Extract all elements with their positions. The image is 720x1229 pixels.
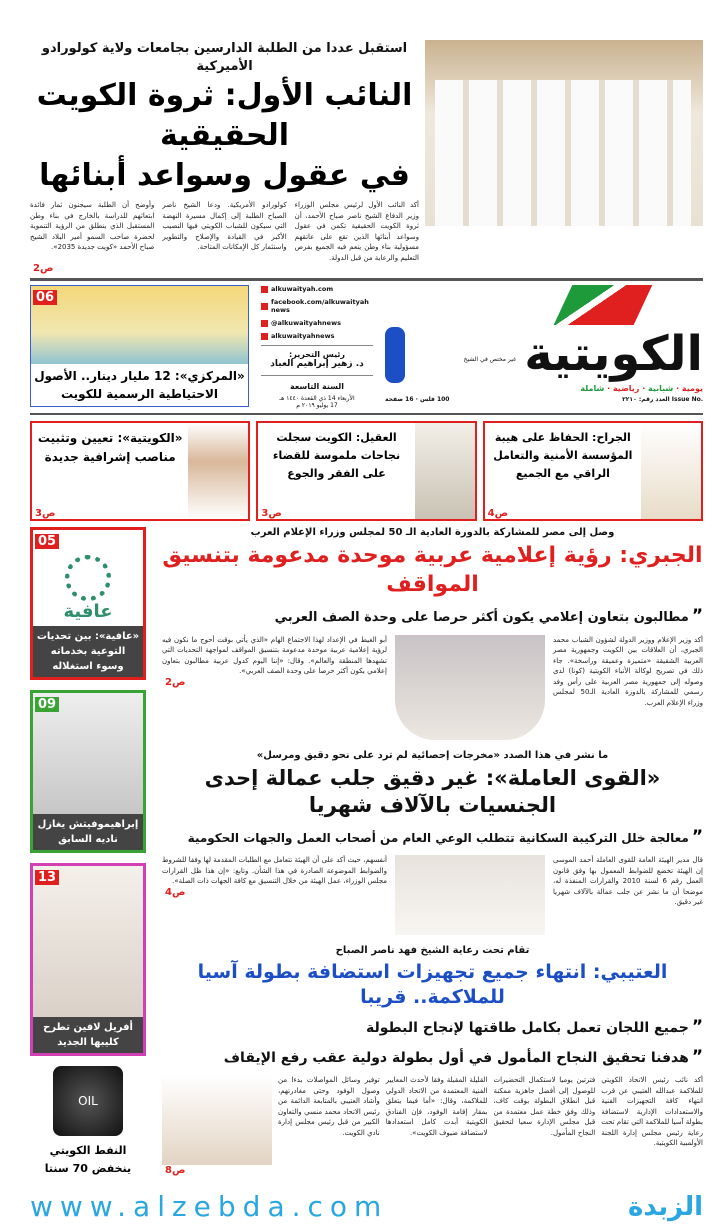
footer-url[interactable]: www.alzebda.com: [30, 1190, 389, 1224]
page-ref: ص3: [35, 508, 56, 519]
side-title: النفط الكويتي ينخفض 70 سنتا: [44, 1144, 132, 1175]
masthead-logo: [385, 285, 703, 405]
teaser-0[interactable]: [483, 421, 703, 521]
quote-icon: ”: [691, 826, 703, 847]
headline-line: في عقول وسواعد أبنائها: [39, 158, 410, 193]
page-badge: 06: [33, 290, 57, 305]
tagline-item: شبابية: [648, 384, 674, 393]
subhead-text: مطالبون بتعاون إعلامي يكون أكثر حرصا على وحدة الصف العربي: [274, 610, 689, 626]
story2-kicker: ما نشر في هذا الصدد «مخرجات إحصائية لم ترد على نحو دقيق ومرسل»: [256, 749, 609, 761]
side-promo-13[interactable]: [30, 863, 146, 1056]
side-promo-oil[interactable]: [30, 1066, 146, 1178]
masthead-info: [261, 285, 373, 409]
logo-text: الكويتية: [524, 326, 703, 382]
story3-photo: [162, 1075, 272, 1165]
side-column: [30, 527, 146, 1178]
story1-body: أكد وزير الإعلام ووزير الدولة لشؤون الشباب محمد الجبري، أن العلاقات بين الكويت وجمهورية مصر العربية الشقيقة «متميزة وعميقة وراسخة». جاء ذلك في تصريح لوكالة الأنباء الكويتية (كونا) لدى وصوله إلى جمهورية مصر العربية على رأس وفد رسمي للمشاركة بالدورة العادية الـ50 لمجلس وزراء الإعلام العرب.: [553, 635, 704, 707]
side-title: أفريل لافين تطرح كليبها الجديد: [33, 1017, 143, 1053]
headline-line: النائب الأول: ثروة الكويت الحقيقية: [36, 78, 413, 153]
story1-subhead: [162, 605, 703, 629]
portrait-photo: [641, 423, 701, 519]
top-story-body: وأوضح أن الطلبة سيجنون ثمار فائدة ابتعاثهم للدراسة بالخارج في بناء وطن المستقبل الذي ينطلق من الرؤية التنموية لحضرة صاحب السمو أمير البلاد الشيخ صباح الأحمد «كويت جديدة 2035».: [30, 201, 155, 251]
tagline: يومية · شبابية · رياضية · شاملة: [580, 384, 703, 393]
page-ref: ص3: [261, 508, 282, 519]
footballer-figure-icon: [385, 327, 405, 383]
logo-small-text: غير مختص في الشيخ: [463, 356, 517, 363]
promo-title: الاحتياطية الرسمية للكويت: [60, 387, 219, 401]
story1: [162, 527, 703, 740]
teaser-title: الجراح: الحفاظ على هيبة المؤسسة الأمنية والتعامل الراقي مع الجميع: [493, 431, 633, 480]
youtube-icon: [261, 333, 268, 340]
story2-photo: [395, 855, 545, 935]
quote-icon: ”: [691, 1046, 703, 1067]
story3-kicker: تقام تحت رعاية الشيخ فهد ناصر الصباح: [335, 945, 530, 957]
top-story-photo: [425, 40, 703, 226]
issue-number: العدد رقم: ٢٢١٠ Issue No.: [622, 396, 703, 403]
masthead: [30, 285, 703, 409]
page-ref: ص8: [165, 1165, 186, 1177]
page-ref: ص2: [165, 676, 186, 688]
kuwait-towers-photo: [31, 286, 248, 364]
story2-subhead: [162, 826, 703, 850]
page-badge: 09: [35, 697, 59, 712]
story2-headline: «القوى العاملة»: غير دقيق جلب عمالة إحدى الجنسيات بالآلاف شهريا: [204, 765, 661, 818]
portrait-photo: [188, 423, 248, 519]
story3: [162, 945, 703, 1176]
top-story-body: أكد النائب الأول لرئيس مجلس الوزراء وزير الدفاع الشيخ ناصر صباح الأحمد، أن ثروة الكويت الحقيقية تكمن في عقول وسواعد أبنائها الذين تقع على عاتقهم مسؤولية بناء وطن ينعم فيه الجميع بفرص التعليم والرعاية من قبل الدولة.: [294, 201, 419, 262]
story1-photo: [395, 635, 545, 740]
instagram-icon: [261, 320, 268, 327]
side-title: إبراهيموفيتش يغازل ناديه السابق: [33, 814, 143, 850]
story3-subhead-2: [162, 1046, 703, 1070]
story3-subhead-1: [162, 1016, 703, 1040]
promo-06[interactable]: [30, 285, 249, 407]
teaser-1[interactable]: [256, 421, 476, 521]
page-ref: ص4: [487, 508, 509, 519]
subhead-text: هدفنا تحقيق النجاح المأمول في أول بطولة دولية عقب رفع الإيقاف: [223, 1049, 689, 1066]
divider: [30, 413, 703, 415]
website-icon: [261, 286, 268, 293]
story3-body: القليلة المقبلة وفقا لأحدث المعايير الفنية المعتمدة من الاتحاد الدولي للملاكمة، وقال: «أما فيما يتعلق بمقار إقامة الوفود، فإن الفنادق الكويتية أبدت كامل استعدادها لاستضافة ضيوف الكويت».: [385, 1076, 488, 1137]
subhead-text: جميع اللجان تعمل بكامل طاقتها لإنجاح البطولة: [366, 1019, 689, 1036]
link-text: alkuwaityah.com: [271, 285, 334, 293]
story2-body: أنفسهم، حيث أكد على أن الهيئة تتعامل مع الطلبات المقدمة لها وفقا للشروط والضوابط الموضوعة الصادرة في هذا الشأن. وتابع: «إن هذا ظل القرارات مجلس الوزراء، عمل الهيئة من خلال التنسيق مع كافة الجهات ذات الصلة».: [162, 856, 387, 886]
divider: [30, 278, 703, 281]
story1-headline: الجبري: رؤية إعلامية عربية موحدة مدعومة بتنسيق المواقف: [162, 543, 703, 597]
social-link[interactable]: [261, 298, 373, 314]
page-ref: ص2: [33, 263, 54, 274]
top-story: [30, 40, 703, 274]
teaser-2[interactable]: [30, 421, 250, 521]
date-gregorian: 17 يوليو ٢٠١٩ م: [296, 402, 338, 409]
top-story-kicker: استقبل عددا من الطلبة الدارسين بجامعات ولاية كولورادو الأميركية: [41, 41, 408, 74]
side-promo-09[interactable]: [30, 690, 146, 853]
tagline-item: شاملة: [580, 384, 605, 393]
price: 100 فلس · 16 صفحة: [385, 396, 450, 403]
page-ref: ص4: [165, 886, 186, 898]
quote-icon: ”: [691, 606, 703, 627]
oil-barrels-icon: OIL: [53, 1066, 123, 1136]
subhead-text: معالجة خلل التركيبة السكانية تتطلب الوعي العام من أصحاب العمل والجهات الحكومية: [187, 830, 689, 845]
page-badge: 05: [35, 534, 59, 549]
side-title: «عافية»: بين تحديات التوعية بخدماته وسوء استغلاله: [33, 626, 143, 677]
player-photo: [33, 714, 143, 814]
editor-name: د. زهير إبراهيم العباد: [270, 359, 364, 369]
page-badge: 13: [35, 870, 59, 885]
teaser-title: العقيل: الكويت سجلت نجاحات ملموسة للقضاء على الفقر والجوع: [272, 431, 401, 480]
story3-body: أكد نائب رئيس الاتحاد الكويتي للملاكمة عبدالله العتيبي عن قرب انتهاء كافة التجهيزات الفنية والاستعدادات الإدارية لاستضافة بطولة آسيا للملاكمة التي تقام تحت رعاية رئيس مجلس إدارة اللجنة الأولمبية الكويتية.: [601, 1076, 703, 1148]
singer-photo: [33, 887, 143, 1017]
story3-body: فترتين يوميا لاستكمال التحضيرات للوصول إلى أفضل جاهزية ممكنة قبل انطلاق البطولة بوقت كاف، وذلك وفق خطة عمل معتمدة من قبل مجلس الإدارة سعيا لتحقيق النجاح المأمول.: [493, 1076, 596, 1137]
social-link[interactable]: [261, 319, 373, 327]
afia-logo-text: عافية: [63, 601, 113, 622]
story1-kicker: وصل إلى مصر للمشاركة بالدورة العادية الـ 50 لمجلس وزراء الإعلام العرب: [250, 527, 615, 538]
social-link[interactable]: [261, 285, 373, 293]
story1-body: أبو الغيط في الإعداد لهذا الاجتماع الهام «الذي يأتي بوقت أحوج ما نكون فيه لرؤية إعلامية عربية موحدة مدعومة بتنسيق المواقف لمواجهة التحديات التي تشهدها المنطقة والعالم». وقال: «إننا اليوم كدول عربية مطالبون بتعاون إعلامي يكون أكثر حرصا على وحدة الصف العربي».: [162, 635, 387, 676]
teaser-title: «الكويتية»: تعيين وتثبيت مناصب إشرافية جديدة: [37, 431, 183, 464]
afia-logo-icon: [65, 555, 111, 601]
top-story-headline: [30, 76, 419, 196]
promo-title: «المركزي»: 12 مليار دينار.. الأصول: [34, 369, 245, 383]
link-text: alkuwaityahnews: [271, 332, 335, 340]
date-hijri: الأربعاء 14 ذي القعدة ١٤٤٠ هـ: [279, 395, 355, 402]
link-text: @alkuwaityahnews: [271, 319, 341, 327]
footer-logo: الزبدة: [628, 1191, 703, 1222]
story3-headline: العتيبي: انتهاء جميع تجهيزات استضافة بطولة آسيا للملاكمة.. قريبا: [197, 961, 668, 1009]
editor-label: رئيس التحرير:: [289, 350, 345, 359]
portrait-photo: [415, 423, 475, 519]
quote-icon: ”: [691, 1016, 703, 1037]
tagline-item: رياضية: [612, 384, 640, 393]
top-story-body: كولورادو الأمريكية. ودعا الشيخ ناصر الصباح الطلبة إلى إكمال مسيرة النهضة التي سيكون للشباب الكويتي فيها النصيب الأكبر في القيادة والإصلاح والتطوير واستثمار كل الإمكانات المتاحة.: [162, 201, 287, 251]
story2: [162, 750, 703, 935]
link-text: facebook.com/alkuwaityahnews: [271, 298, 369, 314]
social-link[interactable]: [261, 332, 373, 340]
story2-body: قال مدير الهيئة العامة للقوى العاملة أحمد الموسى إن الهيئة تخضع للضوابط المعمول بها وفق قانون العمل رقم 6 لسنة 2010 والقرارات المنفذة له، موضحا أن ما نشر عن جلب عمالة بالآلاف شهريا غير دقيق.: [553, 856, 703, 907]
tagline-item: يومية: [681, 384, 703, 393]
main-column: [162, 527, 703, 1186]
story3-body: توفير وسائل المواصلات بدءا من وصول الوفود وحتى مغادرتهم، وأشاد العتيبي بالمتابعة الدائمة من رئيس الاتحاد محمد منسي والتعاون الكبير من قبل رئيس مجلس إدارة نادي الكويت.: [278, 1076, 380, 1137]
facebook-icon: [261, 303, 268, 310]
kuwait-flag-mark-icon: [554, 285, 653, 325]
year: السنة التاسعة: [289, 382, 345, 391]
side-promo-05[interactable]: [30, 527, 146, 680]
